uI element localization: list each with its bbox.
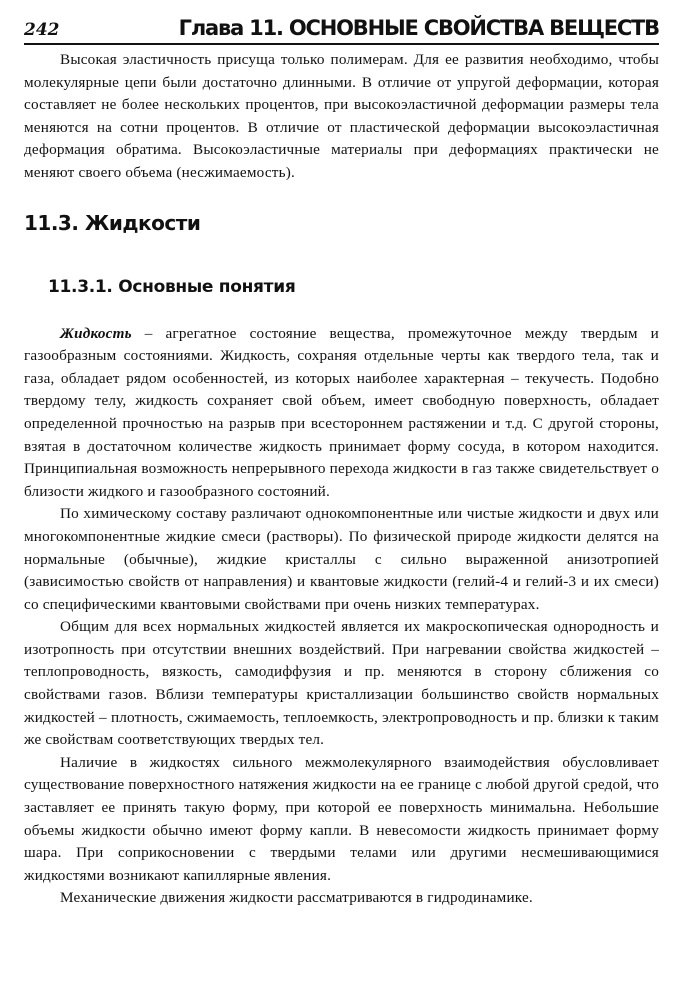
defined-term: Жидкость — [60, 324, 132, 342]
running-title: Глава 11. ОСНОВНЫЕ СВОЙСТВА ВЕЩЕСТВ — [178, 16, 659, 40]
definition-text: – агрегатное состояние вещества, промежуточное между твердым и газообразным состояниями. Жидкость, сохраняя отдельные черты как твердого тела, так и газа, обладает рядом особенностей, из которых наиболее характерная – текучесть. Подобно твердому телу, жидкость сохраняет свой объем, имеет свободную поверхность, обладает определенной прочностью на разрыв при всестороннем растяжении и т.д. С другой стороны, взятая в достаточном количестве жидкость принимает форму сосуда, в котором находится. Принципиальная возможность непрерывного перехода жидкости в газ также свидетельствует о близости жидкого и газообразного состояний. — [24, 324, 659, 500]
section-heading: 11.3. Жидкости — [24, 210, 201, 235]
paragraph-composition: По химическому составу различают однокомпонентные или чистые жидкости и двух или многокомпонентные жидкие смеси (растворы). По физической природе жидкости делятся на нормальные (обычные), жидкие кристаллы с сильно выраженной анизотропией (зависимостью свойств от направления) и квантовые жидкости (гелий-4 и гелий-3 и их смеси) со специфическими квантовыми свойствами при очень низких температурах. — [24, 505, 659, 613]
page-header — [24, 16, 659, 45]
page-number: 242 — [24, 20, 60, 40]
paragraph-definition — [24, 323, 659, 504]
paragraph-hydrodynamics: Механические движения жидкости рассматриваются в гидродинамике. — [60, 889, 533, 907]
subsection-heading: 11.3.1. Основные понятия — [48, 276, 296, 297]
intro-paragraph: Высокая эластичность присуща только полимерам. Для ее развития необходимо, чтобы молекулярные цепи были достаточно длинными. В отличие от упругой деформации, которая составляет не более нескольких процентов, при высокоэластичной деформации размеры тела меняются на сотни процентов. В отличие от пластической деформации высокоэластичная деформация обратима. Высокоэластичные материалы при деформациях практически не меняют своего объема (несжимаемость). — [24, 51, 659, 181]
paragraph-properties: Общим для всех нормальных жидкостей является их макроскопическая однородность и изотропность при отсутствии внешних воздействий. При нагревании свойства жидкостей – теплопроводность, вязкость, самодиффузия и пр. меняются в сторону сближения со свойствами газов. Вблизи температуры кристаллизации большинство свойств нормальных жидкостей – плотность, сжимаемость, теплоемкость, электропроводность и пр. близки к таким же свойствам соответствующих твердых тел. — [24, 618, 659, 749]
paragraph-surface-tension: Наличие в жидкостях сильного межмолекулярного взаимодействия обусловливает существование поверхностного натяжения жидкости на ее границе с любой другой средой, что заставляет ее принять такую форму, при которой ее поверхность минимальна. Небольшие объемы жидкости обычно имеют форму капли. В невесомости жидкость принимает форму шара. При соприкосновении с твердыми телами или другими несмешивающимися жидкостями возникают капиллярные явления. — [24, 753, 659, 884]
